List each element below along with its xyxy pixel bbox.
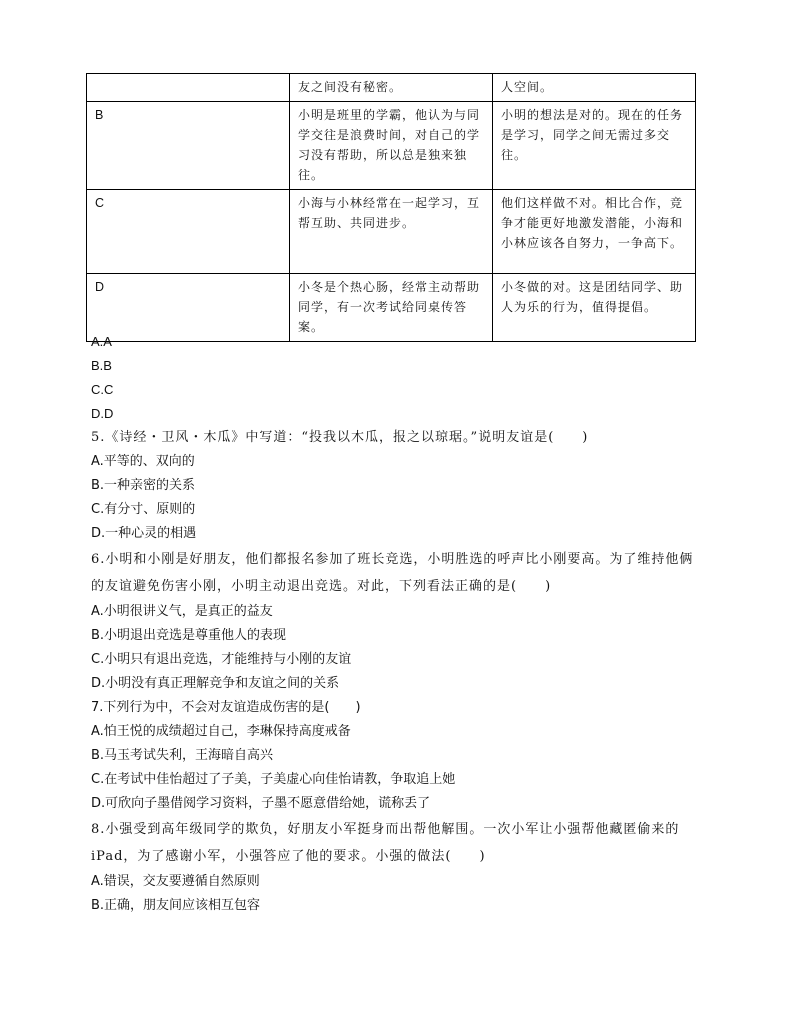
- scene-cell: 友之间没有秘密。: [290, 74, 493, 102]
- q5-option-b[interactable]: B.一种亲密的关系: [91, 478, 196, 493]
- questions-block: [91, 330, 711, 918]
- q6-option-b[interactable]: B.小明退出竞选是尊重他人的表现: [91, 628, 287, 643]
- table-row: [87, 102, 696, 190]
- q8-stem: 8.小强受到高年级同学的欺负，好朋友小军挺身而出帮他解围。一次小军让小强帮他藏匿偷来的 iPad，为了感谢小军，小强答应了他的要求。小强的做法( ): [91, 822, 680, 864]
- q7-stem: 7.下列行为中，不会对友谊造成伤害的是( ): [91, 700, 361, 715]
- q6-option-a[interactable]: A.小明很讲义气，是真正的益友: [91, 604, 273, 619]
- option-label-cell: B: [87, 102, 290, 190]
- q5-option-d[interactable]: D.一种心灵的相遇: [91, 526, 197, 541]
- option-label-cell: D: [87, 274, 290, 342]
- q5-stem: 5.《诗经・卫风・木瓜》中写道：“投我以木瓜，报之以琼琚。”说明友谊是( ): [91, 430, 589, 445]
- q7-option-c[interactable]: C.在考试中佳怡超过了子美，子美虚心向佳怡请教，争取追上她: [91, 772, 456, 787]
- table-row: [87, 190, 696, 274]
- scene-cell: 小冬是个热心肠，经常主动帮助同学，有一次考试给同桌传答案。: [290, 274, 493, 342]
- q6-option-c[interactable]: C.小明只有退出竞选，才能维持与小刚的友谊: [91, 652, 352, 667]
- q6-stem: 6.小明和小刚是好朋友，他们都报名参加了班长竞选，小明胜选的呼声比小刚要高。为了维持他俩的友谊避免伤害小刚，小明主动退出竞选。对此，下列看法正确的是( ): [91, 552, 694, 594]
- q7-option-b[interactable]: B.马玉考试失利，王海暗自高兴: [91, 748, 274, 763]
- q5-option-a[interactable]: A.平等的、双向的: [91, 454, 195, 469]
- q7-option-a[interactable]: A.怕王悦的成绩超过自己，李琳保持高度戒备: [91, 724, 351, 739]
- view-cell: 小明的想法是对的。现在的任务是学习，同学之间无需过多交往。: [493, 102, 696, 190]
- q8-option-b[interactable]: B.正确，朋友间应该相互包容: [91, 898, 261, 913]
- view-cell: 他们这样做不对。相比合作，竞争才能更好地激发潜能，小海和小林应该各自努力，一争高下。: [493, 190, 696, 274]
- q4-choice-a[interactable]: A.A: [91, 334, 112, 349]
- table-row: [87, 74, 696, 102]
- q5-option-c[interactable]: C.有分寸、原则的: [91, 502, 196, 517]
- q4-choice-c[interactable]: C.C: [91, 382, 114, 397]
- view-cell: 小冬做的对。这是团结同学、助人为乐的行为，值得提倡。: [493, 274, 696, 342]
- options-table: [86, 73, 696, 342]
- view-cell: 人空间。: [493, 74, 696, 102]
- q7-option-d[interactable]: D.可欣向子墨借阅学习资料，子墨不愿意借给她，谎称丢了: [91, 796, 431, 811]
- option-label-cell: [87, 74, 290, 102]
- scene-cell: 小海与小林经常在一起学习，互帮互助、共同进步。: [290, 190, 493, 274]
- scene-cell: 小明是班里的学霸，他认为与同学交往是浪费时间，对自己的学习没有帮助，所以总是独来独往。: [290, 102, 493, 190]
- q6-option-d[interactable]: D.小明没有真正理解竞争和友谊之间的关系: [91, 676, 340, 691]
- q4-choice-b[interactable]: B.B: [91, 358, 112, 373]
- option-label-cell: C: [87, 190, 290, 274]
- q8-option-a[interactable]: A.错误，交友要遵循自然原则: [91, 874, 260, 889]
- q4-choice-d[interactable]: D.D: [91, 406, 114, 421]
